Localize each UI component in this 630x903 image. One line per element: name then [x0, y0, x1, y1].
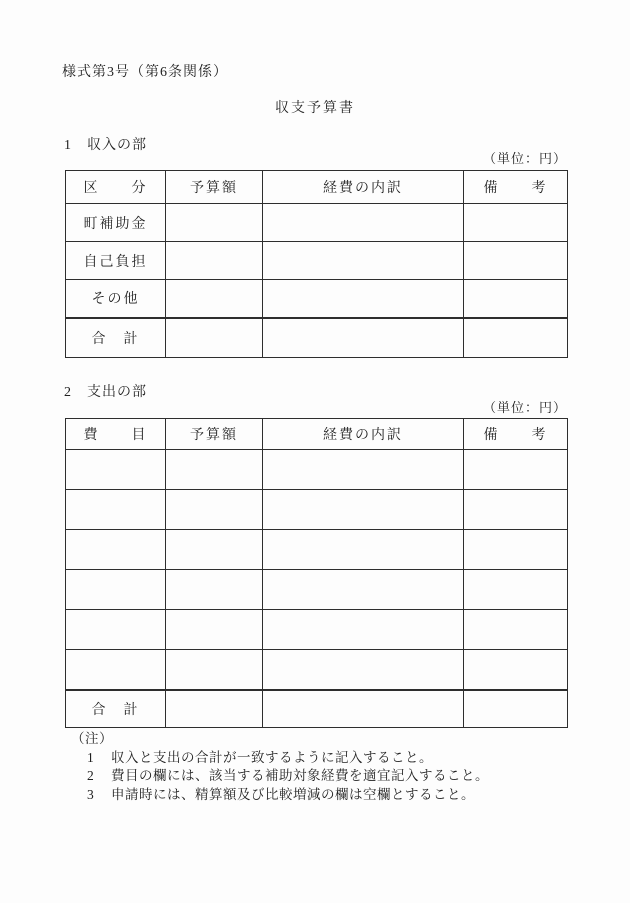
expense-header-item: 費 目 [66, 419, 166, 450]
expense-unit-label: （単位：円） [482, 400, 567, 415]
income-section-label: 1 収入の部 [64, 138, 147, 153]
table-row [66, 280, 568, 318]
expense-header-remarks: 備 考 [464, 419, 568, 450]
remarks-cell [464, 204, 568, 242]
income-total-row [66, 318, 568, 358]
row-label: 町補助金 [66, 204, 166, 242]
budget-cell [166, 570, 263, 610]
remarks-cell [464, 280, 568, 318]
breakdown-cell [263, 530, 464, 570]
budget-cell [166, 280, 263, 318]
budget-cell [166, 450, 263, 490]
page-title: 収支予算書 [275, 101, 355, 116]
remarks-cell [464, 610, 568, 650]
breakdown-cell [263, 650, 464, 690]
row-label: 合 計 [66, 690, 166, 728]
budget-cell [166, 204, 263, 242]
income-header-row [66, 171, 568, 204]
expense-total-row [66, 690, 568, 728]
income-header-breakdown: 経費の内訳 [263, 171, 464, 204]
budget-cell [166, 650, 263, 690]
remarks-cell [464, 450, 568, 490]
budget-cell [166, 318, 263, 358]
row-label: その他 [66, 280, 166, 318]
table-row [66, 450, 568, 490]
income-header-remarks: 備 考 [464, 171, 568, 204]
remarks-cell [464, 650, 568, 690]
breakdown-cell [263, 280, 464, 318]
note-item [71, 749, 489, 768]
expense-header-breakdown: 経費の内訳 [263, 419, 464, 450]
income-table [65, 170, 568, 358]
row-label [66, 610, 166, 650]
remarks-cell [464, 490, 568, 530]
breakdown-cell [263, 204, 464, 242]
table-row [66, 490, 568, 530]
budget-cell [166, 610, 263, 650]
row-label: 合 計 [66, 318, 166, 358]
expense-table [65, 418, 568, 728]
budget-cell [166, 530, 263, 570]
remarks-cell [464, 570, 568, 610]
table-row [66, 610, 568, 650]
table-row [66, 242, 568, 280]
notes-label: （注） [71, 731, 113, 746]
note-number: 2 [87, 768, 95, 783]
row-label [66, 450, 166, 490]
row-label [66, 490, 166, 530]
breakdown-cell [263, 690, 464, 728]
income-header-budget: 予算額 [166, 171, 263, 204]
breakdown-cell [263, 490, 464, 530]
note-item [71, 786, 489, 805]
income-header-category: 区 分 [66, 171, 166, 204]
breakdown-cell [263, 610, 464, 650]
notes-block [71, 730, 489, 804]
breakdown-cell [263, 318, 464, 358]
note-text: 収入と支出の合計が一致するように記入すること。 [111, 749, 433, 765]
note-text: 申請時には、精算額及び比較増減の欄は空欄とすること。 [111, 786, 475, 802]
note-number: 1 [87, 749, 95, 765]
budget-cell [166, 490, 263, 530]
row-label [66, 530, 166, 570]
row-label [66, 650, 166, 690]
remarks-cell [464, 242, 568, 280]
table-row [66, 204, 568, 242]
note-text: 費目の欄には、該当する補助対象経費を適宜記入すること。 [111, 768, 489, 783]
row-label: 自己負担 [66, 242, 166, 280]
table-row [66, 530, 568, 570]
breakdown-cell [263, 570, 464, 610]
expense-header-budget: 予算額 [166, 419, 263, 450]
note-number: 3 [87, 786, 95, 802]
row-label [66, 570, 166, 610]
note-item [71, 767, 489, 786]
table-row [66, 650, 568, 690]
expense-header-row [66, 419, 568, 450]
form-number-label: 様式第3号（第6条関係） [62, 65, 228, 80]
remarks-cell [464, 318, 568, 358]
breakdown-cell [263, 450, 464, 490]
breakdown-cell [263, 242, 464, 280]
remarks-cell [464, 530, 568, 570]
budget-cell [166, 690, 263, 728]
budget-cell [166, 242, 263, 280]
expense-section-label: 2 支出の部 [64, 385, 147, 400]
table-row [66, 570, 568, 610]
remarks-cell [464, 690, 568, 728]
income-unit-label: （単位：円） [482, 151, 567, 166]
